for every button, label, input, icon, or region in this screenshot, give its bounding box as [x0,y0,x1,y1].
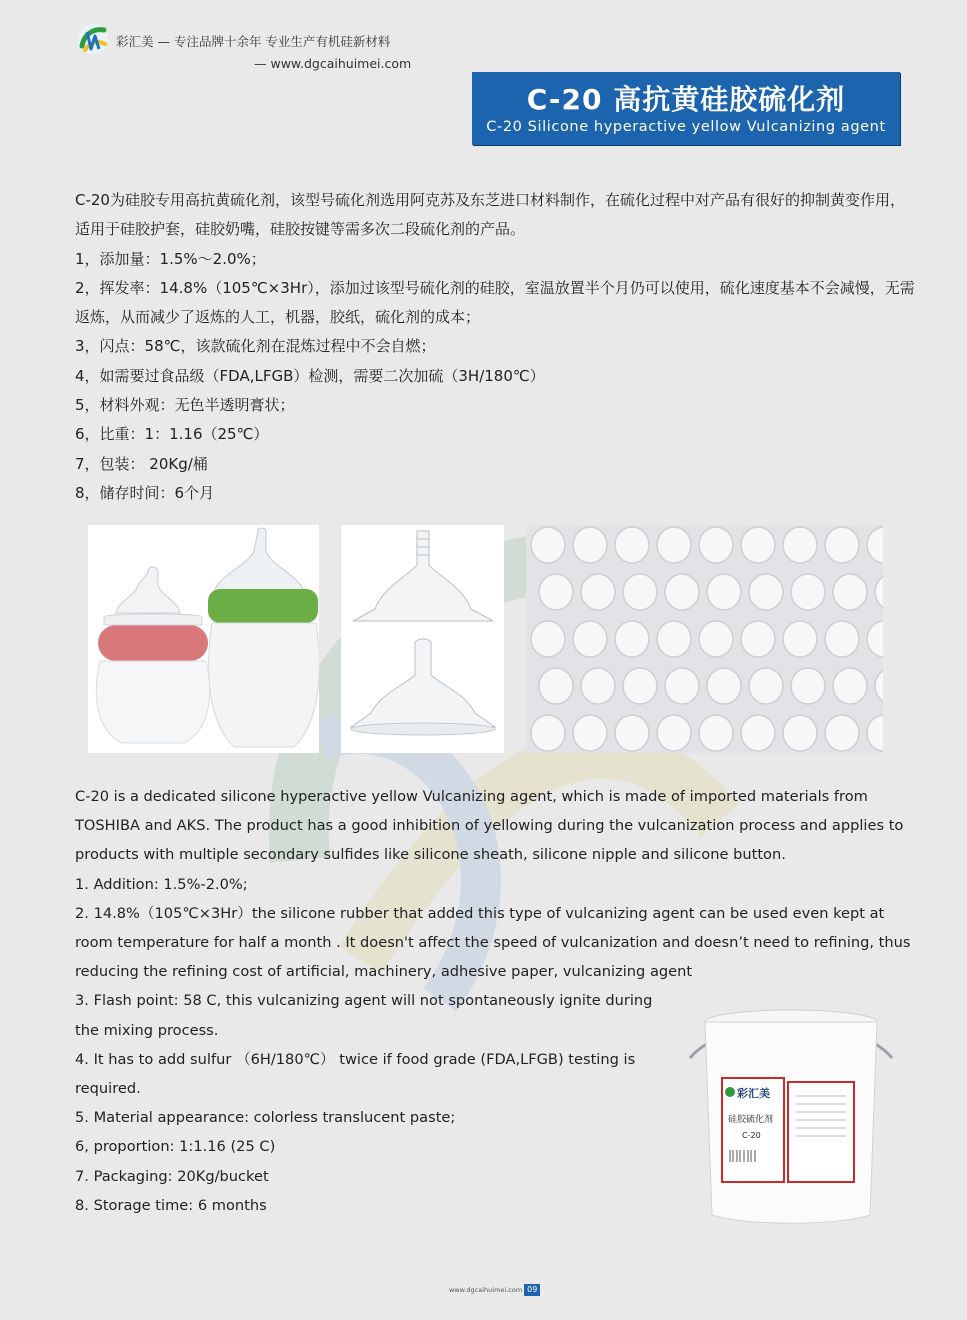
chinese-item: 7，包装： 20Kg/桶 [75,454,208,473]
silicone-button-shape [833,668,867,704]
page-footer [449,1284,540,1296]
silicone-button-shape [623,668,657,704]
silicone-button-shape [615,715,649,751]
title-banner [472,72,900,145]
baby-bottles-photo [88,525,319,753]
header-tagline: 彩汇美 — 专注品牌十余年 专业生产有机硅新材料 [116,34,391,49]
chinese-item: 4，如需要过食品级（FDA,LFGB）检测，需要二次加硫（3H/180℃） [75,366,545,385]
silicone-button-shape [531,715,565,751]
page-number: 09 [524,1284,540,1296]
silicone-button-shape [615,527,649,563]
silicone-button-shape [581,574,615,610]
english-item: 3. Flash point: 58 C, this vulcanizing agent will not spontaneously ignite during the mixing process. [75,992,653,1039]
chinese-item: 8，储存时间：6个月 [75,483,215,502]
header-website: — www.dgcaihuimei.com [254,56,412,71]
silicone-button-shape [699,621,733,657]
product-subtitle: C-20 Silicone hyperactive yellow Vulcanizing agent [486,119,886,135]
english-item: 2. 14.8%（105℃×3Hr）the silicone rubber that added this type of vulcanizing agent can be used even kept at room temperature for half a month . It doesn't affect the speed of vulcanization and doesn’t need to refining, thus reducing the refining cost of artificial, machinery, adhesive paper, vulcanizing agent [75,904,911,981]
caihuimei-logo-icon [76,22,110,56]
silicone-button-shape [657,527,691,563]
chinese-item: 5，材料外观：无色半透明膏状； [75,396,295,415]
silicone-button-shape [707,574,741,610]
silicone-button-shape [791,574,825,610]
silicone-button-shape [741,715,775,751]
english-item: 5. Material appearance: colorless translucent paste; [75,1109,456,1127]
product-bucket-photo [686,1000,896,1225]
silicone-button-shape [573,715,607,751]
silicone-button-shape [825,621,859,657]
bucket-code-label: C-20 [742,1131,761,1140]
silicone-button-shape [531,527,565,563]
silicone-button-shape [539,668,573,704]
silicone-button-shape [699,715,733,751]
english-item: 8. Storage time: 6 months [75,1196,267,1214]
english-item: 1. Addition: 1.5%-2.0%; [75,875,248,893]
silicone-button-shape [707,668,741,704]
chinese-intro: C-20为硅胶专用高抗黄硫化剂，该型号硫化剂选用阿克苏及东芝进口材料制作，在硫化过程中对产品有很好的抑制黄变作用，适用于硅胶护套，硅胶奶嘴，硅胶按键等需多次二段硫化剂的产品。 [75,191,905,239]
silicone-button-shape [573,621,607,657]
english-intro: C-20 is a dedicated silicone hyperactive yellow Vulcanizing agent, which is made of imported materials from TOSHIBA and AKS. The product has a good inhibition of yellowing during the vulcanization process and applies to products with multiple secondary sulfides like silicone sheath, silicone nipple and silicone button. [75,788,904,864]
chinese-item: 6，比重：1：1.16（25℃） [75,425,269,444]
silicone-button-shape [623,574,657,610]
silicone-button-shape [665,668,699,704]
footer-url: www.dgcaihuimei.com [449,1286,523,1294]
silicone-button-shape [573,527,607,563]
silicone-button-shape [531,621,565,657]
chinese-item: 1，添加量：1.5%～2.0%； [75,249,266,268]
bucket-product-label: 硅胶硫化剂 [728,1115,774,1125]
silicone-button-shape [791,668,825,704]
silicone-button-shape [657,621,691,657]
silicone-button-shape [615,621,649,657]
silicone-button-shape [741,621,775,657]
chinese-description [75,186,915,508]
silicone-button-shape [749,574,783,610]
english-item: 4. It has to add sulfur （6H/180℃） twice if food grade (FDA,LFGB) testing is required. [75,1050,636,1098]
silicone-button-shape [749,668,783,704]
silicone-button-shape [783,621,817,657]
silicone-nipples-photo [341,525,504,753]
silicone-buttons-photo [526,525,883,753]
silicone-button-shape [581,668,615,704]
silicone-button-shape [741,527,775,563]
chinese-item: 3，闪点：58℃，该款硫化剂在混炼过程中不会自燃； [75,337,436,356]
silicone-button-shape [825,527,859,563]
silicone-button-shape [657,715,691,751]
silicone-button-shape [783,527,817,563]
silicone-button-shape [833,574,867,610]
bucket-brand-label: 彩汇美 [737,1087,770,1100]
silicone-button-shape [825,715,859,751]
silicone-button-shape [783,715,817,751]
product-title: C-20 高抗黄硅胶硫化剂 [526,83,846,116]
chinese-item: 2，挥发率：14.8%（105℃×3Hr），添加过该型号硫化剂的硅胶，室温放置半个月仍可以使用，硫化速度基本不会减慢，无需返炼，从而减少了返炼的人工，机器，胶纸，硫化剂的成本； [75,278,915,327]
silicone-button-shape [665,574,699,610]
silicone-button-shape [539,574,573,610]
english-item: 7. Packaging: 20Kg/bucket [75,1167,269,1185]
english-item: 6, proportion: 1:1.16 (25 C) [75,1138,276,1156]
silicone-button-shape [699,527,733,563]
